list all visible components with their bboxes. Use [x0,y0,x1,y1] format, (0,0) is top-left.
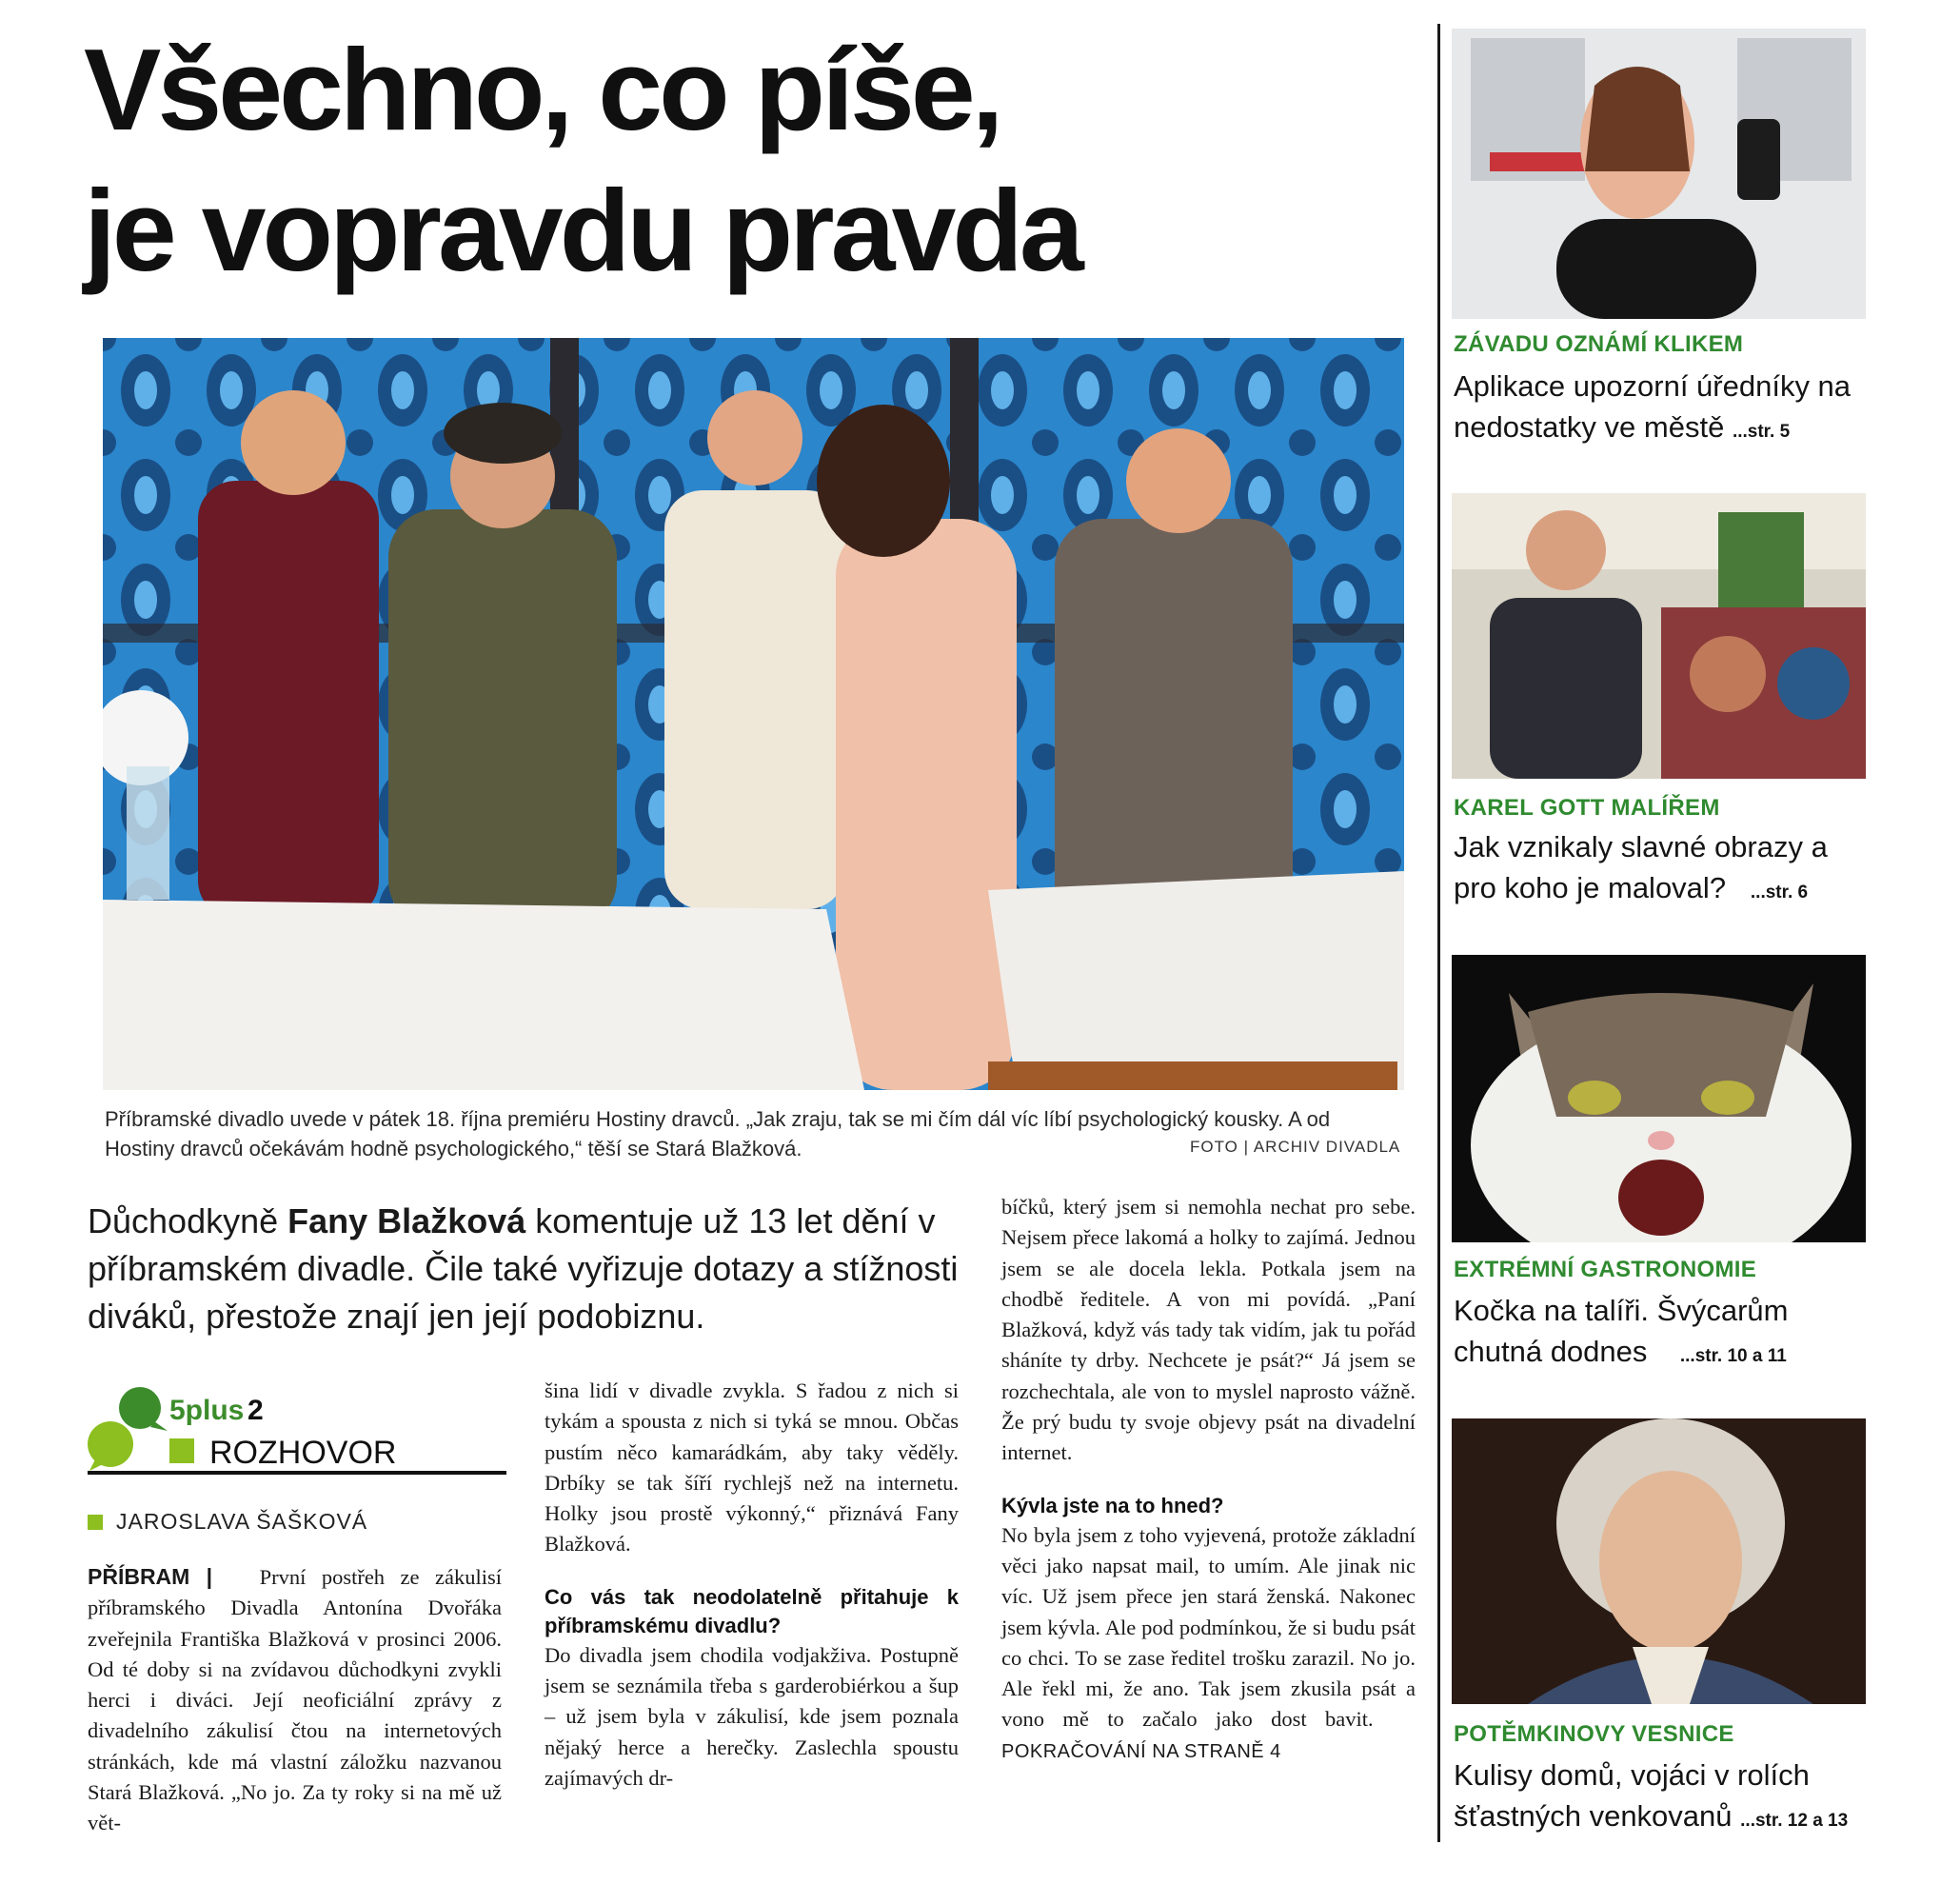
section-rule [88,1471,506,1475]
author-line [88,1509,367,1535]
column-3-text-2 [1001,1520,1416,1767]
section-logo [88,1385,506,1471]
teaser-1-title[interactable] [1454,366,1872,452]
continued-note: POKRAČOVÁNÍ NA STRANĚ 4 [1001,1740,1281,1762]
teaser-2-title-text: Jak vznikaly slavné obrazy a pro koho je maloval? [1454,830,1828,904]
column-3-text-2-body: No byla jsem z toho vyjevená, protože základní věci jako napsat mail, to umím. Ale jinak nic víc. Už jsem přece jen stará ženská. Nakonec jsem kývla. Ale pod podmínkou, že si budu psát co chci. To se zase ředitel trošku zarazil. No jo. Ale řekl mi, že ano. Tak jsem zkusila psát a vono mě to začalo jako dost bavit. [1001,1522,1416,1732]
speech-bubbles-logo-icon [88,1387,168,1471]
lead-post: komentuje už 13 let dění v příbramském divadle. Čile také vyřizuje dotazy a stížnosti diváků, přestože znají jen její podobiznu. [88,1201,959,1336]
teaser-4-title-text: Kulisy domů, vojáci v rolích šťastných venkovanů [1454,1758,1810,1833]
brand-2: 2 [248,1395,264,1426]
teaser-2-page: ...str. 6 [1750,883,1809,902]
column-2-text-1: šina lidí v divadle zvykla. S řadou z nich si tykám a spousta z nich si tyká se mnou. Občas pustím něco kamarádkám, aby taky věděly. Drbíky se tak šíří rychlejš než na internetu. Holky jsou prostě výkonný,“ přiznává Fany Blažková. [545,1378,959,1557]
teaser-2-kicker: KAREL GOTT MALÍŘEM [1454,795,1720,821]
author-name: JAROSLAVA ŠAŠKOVÁ [116,1509,368,1534]
teaser-3-title[interactable] [1454,1290,1872,1377]
lead-pre: Důchodkyně [88,1201,288,1240]
brand-5plus: 5plus [169,1395,245,1426]
teaser-2-photo[interactable] [1452,493,1866,779]
photo-caption: Příbramské divadlo uvede v pátek 18. října premiéru Hostiny dravců. „Jak zraju, tak se mi čím dál víc líbí psychologický kousky. A od Hostiny dravců očekávám hodně psychologického,“ těší se Stará Blažková. [105,1107,1331,1160]
column-1-text: První postřeh ze zákulisí příbramského Divadla Antonína Dvořáka zveřejnila Františka Blažková v prosinci 2006. Od té doby si na zvídavou důchodkyni zvykli herci i diváci. Její neoficiální zprávy z divadelního zákulisí čtou na internetových stránkách, kde má vlastní záložku nazvanou Stará Blažková. „No jo. Za ty roky si na mě už vět- [88,1565,503,1835]
teaser-1-photo[interactable] [1452,29,1866,319]
column-3-text-1: bíčků, který jsem si nemohla nechat pro sebe. Nejsem přece lakomá a holky to zajímá. Jednou jsem se ale docela lekla. Potkala jsem na chodbě ředitele. A von mi povídá. „Paní Blažková, když vás tady tak vidím, jak tu pořád sháníte ty drby. Nechcete je psát?“ Já jsem se rozchechtala, ale von to myslel naprosto vážně. Že prý budu ty svoje objevy psát na divadelní internet. [1001,1195,1416,1465]
green-square-icon [169,1438,194,1463]
headline-line-2: je vopravdu pravda [84,166,1080,295]
teaser-4-photo[interactable] [1452,1418,1866,1704]
green-square-icon [88,1515,103,1530]
photo-credit: FOTO | ARCHIV DIVADLA [1190,1138,1401,1156]
teaser-1-title-text: Aplikace upozorní úředníky na nedostatky ve městě [1454,369,1852,444]
teaser-3-photo[interactable] [1452,955,1866,1242]
portrait-painting-illustration [1452,1418,1866,1704]
lead-name: Fany Blažková [287,1201,526,1240]
headline [84,19,1416,301]
question-2: Kývla jste na to hned? [1001,1493,1224,1517]
teaser-4-kicker: POTĚMKINOVY VESNICE [1454,1721,1734,1747]
teaser-4-title[interactable] [1454,1755,1872,1841]
woman-with-phone-illustration [1452,29,1866,319]
article-column-2 [545,1376,959,1794]
teaser-4-page: ...str. 12 a 13 [1740,1811,1849,1831]
teaser-3-title-text: Kočka na talíři. Švýcarům chutná dodnes [1454,1294,1789,1368]
cat-illustration [1452,955,1866,1242]
dateline: PŘÍBRAM | [88,1564,213,1589]
man-with-paintings-illustration [1452,493,1866,779]
lead-paragraph [88,1198,1001,1340]
question-1: Co vás tak neodolatelně přitahuje k příbramskému divadlu? [545,1584,959,1637]
column-divider [1437,24,1440,1842]
article-column-1 [88,1561,502,1839]
headline-line-1: Všechno, co píše, [84,25,1000,154]
article-column-3 [1001,1192,1416,1767]
teaser-2-title[interactable] [1454,826,1872,913]
column-2-text-2: Do divadla jsem chodila vodjakživa. Postupně jsem se seznámila třeba s garderobiérkou a šup – už jsem byla v zákulisí, kde jsem poznala nějaký herce a herečky. Zaslechla spoustu zajímavých dr- [545,1642,959,1790]
teaser-1-kicker: ZÁVADU OZNÁMÍ KLIKEM [1454,331,1744,357]
teaser-3-page: ...str. 10 a 11 [1679,1346,1787,1366]
theatre-scene-illustration [103,338,1404,1090]
main-photo [103,338,1404,1090]
teaser-3-kicker: EXTRÉMNÍ GASTRONOMIE [1454,1257,1757,1282]
section-label: ROZHOVOR [209,1435,397,1471]
teaser-1-page: ...str. 5 [1732,422,1791,442]
